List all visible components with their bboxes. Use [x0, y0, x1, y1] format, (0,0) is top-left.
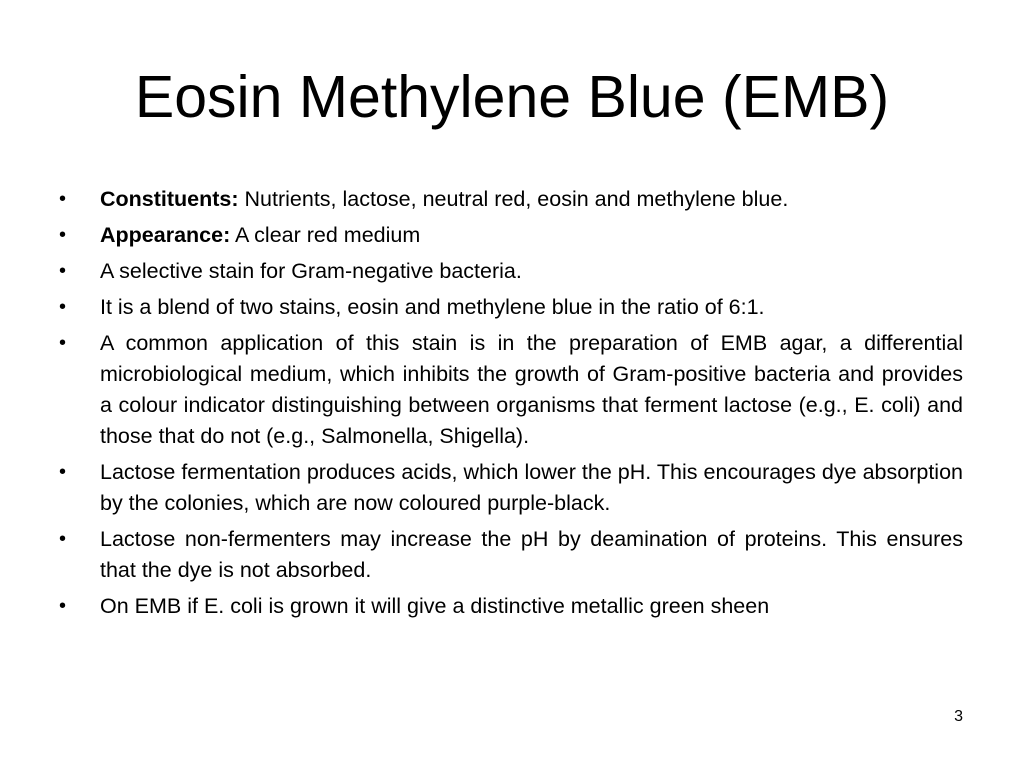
bullet-item-appearance	[56, 220, 963, 251]
bullet-lead: Appearance:	[100, 223, 231, 247]
bullet-text: Nutrients, lactose, neutral red, eosin and methylene blue.	[238, 187, 789, 211]
bullet-text: On EMB if E. coli is grown it will give a distinctive metallic green sheen	[100, 594, 770, 618]
bullet-lead: Constituents:	[100, 187, 239, 211]
bullet-text: Lactose fermentation produces acids, which lower the pH. This encourages dye absorption by the colonies, which are now coloured purple-black.	[100, 460, 963, 515]
slide-title: Eosin Methylene Blue (EMB)	[134, 64, 890, 130]
page-number: 3	[954, 708, 963, 725]
bullet-icon: •	[59, 528, 67, 550]
bullet-item-selective-stain	[56, 256, 963, 287]
bullet-text: A common application of this stain is in the preparation of EMB agar, a differential microbiological medium, which inhibits the growth of Gram-positive bacteria and provides a colour indicator distinguishing between organisms that ferment lactose (e.g., E. coli) and those that do not (e.g., Salmonella, Shigella).	[100, 331, 963, 448]
bullet-item-emb-agar	[56, 328, 963, 452]
bullet-text: Lactose non-fermenters may increase the pH by deamination of proteins. This ensures that the dye is not absorbed.	[100, 527, 963, 582]
bullet-text: A clear red medium	[230, 223, 421, 247]
bullet-item-lactose-fermentation	[56, 457, 963, 519]
bullet-item-non-fermenters	[56, 524, 963, 586]
bullet-icon: •	[59, 332, 67, 354]
bullet-icon: •	[59, 260, 67, 282]
bullet-item-green-sheen	[56, 591, 963, 622]
bullet-icon: •	[59, 595, 67, 617]
bullet-text: A selective stain for Gram-negative bacteria.	[100, 259, 522, 283]
bullet-icon: •	[59, 296, 67, 318]
bullet-icon: •	[59, 461, 67, 483]
bullet-icon: •	[59, 188, 67, 210]
bullet-item-stain-blend	[56, 292, 963, 323]
bullet-text: It is a blend of two stains, eosin and methylene blue in the ratio of 6:1.	[100, 295, 765, 319]
bullet-item-constituents	[56, 184, 963, 215]
bullet-icon: •	[59, 224, 67, 246]
bullet-list	[56, 184, 963, 627]
